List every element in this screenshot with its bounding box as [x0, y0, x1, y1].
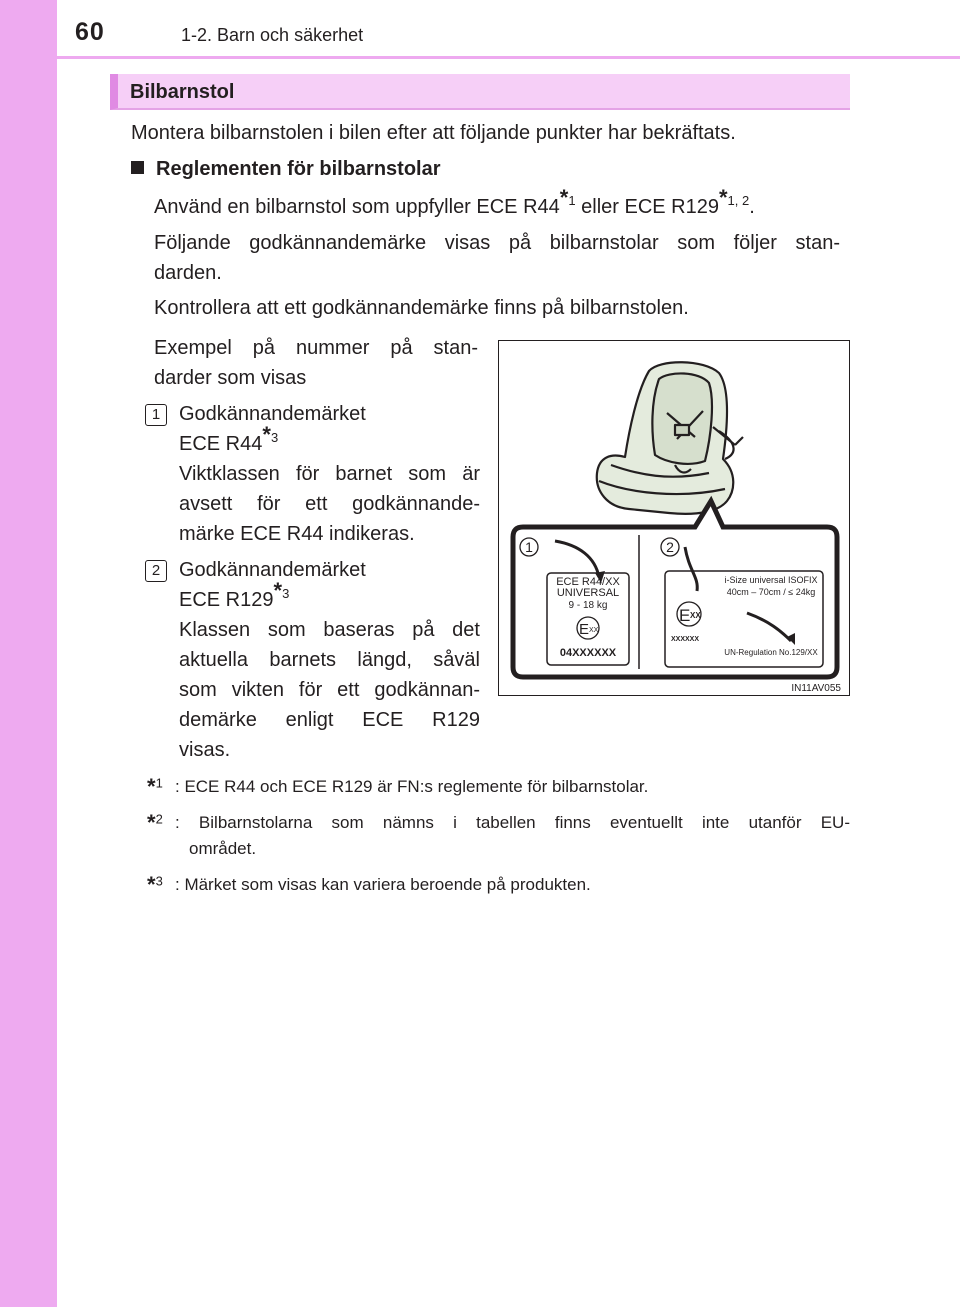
item-1-title-line1: Godkännandemärket — [179, 403, 366, 425]
regulations-line-2b: darden. — [154, 262, 222, 284]
item-2-desc-line: demärke enligt ECE R129 — [179, 709, 480, 731]
child-seat-figure — [498, 340, 850, 696]
callout-1-number: 1 — [525, 539, 533, 555]
chapter-title: 1-2. Barn och säkerhet — [181, 25, 364, 45]
regulations-line-3: Kontrollera att ett godkännandemärke finns på bilbarnstolen. — [154, 297, 689, 319]
r44-e-letter: E — [579, 621, 590, 638]
item-2-desc-line: aktuella barnets längd, såväl — [179, 649, 480, 671]
r44-e-number: XX — [589, 627, 599, 634]
r44-label-line2: UNIVERSAL — [556, 587, 620, 599]
example-line-2: darder som visas — [154, 367, 307, 389]
r129-label-line1: i-Size universal ISOFIX — [724, 575, 818, 585]
item-2-desc-line: visas. — [179, 739, 231, 761]
section-heading-bar — [110, 74, 850, 110]
r44-label-line1: ECE R44/XX — [556, 576, 620, 588]
item-2-desc-line: som vikten för ett godkännan- — [179, 679, 480, 701]
r129-regulation-text: UN-Regulation No.129/XX — [724, 648, 818, 657]
regulations-line-2: Följande godkännandemärke visas på bilbarnstolar som följer stan- — [154, 232, 840, 254]
r129-label-line2: 40cm – 70cm / ≤ 24kg — [726, 587, 816, 597]
r129-approval-code: XXXXXX — [671, 636, 700, 643]
page-number: 60 — [75, 18, 105, 46]
section-title: Bilbarnstol — [130, 81, 235, 103]
item-1-desc-line: avsett för ett godkännande- — [179, 493, 480, 515]
r129-e-number: XX — [690, 611, 701, 620]
item-2-title-line1: Godkännandemärket — [179, 559, 366, 581]
item-2-title-line2: ECE R129$^{*3}$ — [179, 578, 290, 611]
item-1-desc-line: märke ECE R44 indikeras. — [179, 523, 415, 545]
r44-label-line3: 9 - 18 kg — [568, 600, 608, 611]
item-number-badge: 2 — [145, 560, 167, 582]
item-2-desc-line: Klassen som baseras på det — [179, 619, 480, 641]
example-line-1: Exempel på nummer på stan- — [154, 337, 478, 359]
regulations-line-1: Använd en bilbarnstol som uppfyller ECE R44$^{*1}$ eller ECE R129$^{*1, 2}$. — [154, 185, 755, 218]
r44-approval-code: 04XXXXXX — [559, 647, 617, 659]
item-1-title-line2: ECE R44$^{*3}$ — [179, 422, 279, 455]
figure-id: IN11AV055 — [791, 683, 841, 694]
item-1-desc-line: Viktklassen för barnet som är — [179, 463, 480, 485]
r129-e-letter: E — [679, 606, 691, 625]
square-bullet-icon — [131, 161, 144, 174]
intro-text: Montera bilbarnstolen i bilen efter att följande punkter har bekräftats. — [131, 122, 736, 144]
header-divider — [57, 56, 960, 59]
sidebar-band — [0, 0, 57, 1307]
callout-2-number: 2 — [666, 539, 674, 555]
child-seat-icon — [597, 362, 743, 514]
item-number-badge: 1 — [145, 404, 167, 426]
figure-illustration — [499, 341, 849, 695]
regulations-heading: Reglementen för bilbarnstolar — [131, 154, 441, 184]
